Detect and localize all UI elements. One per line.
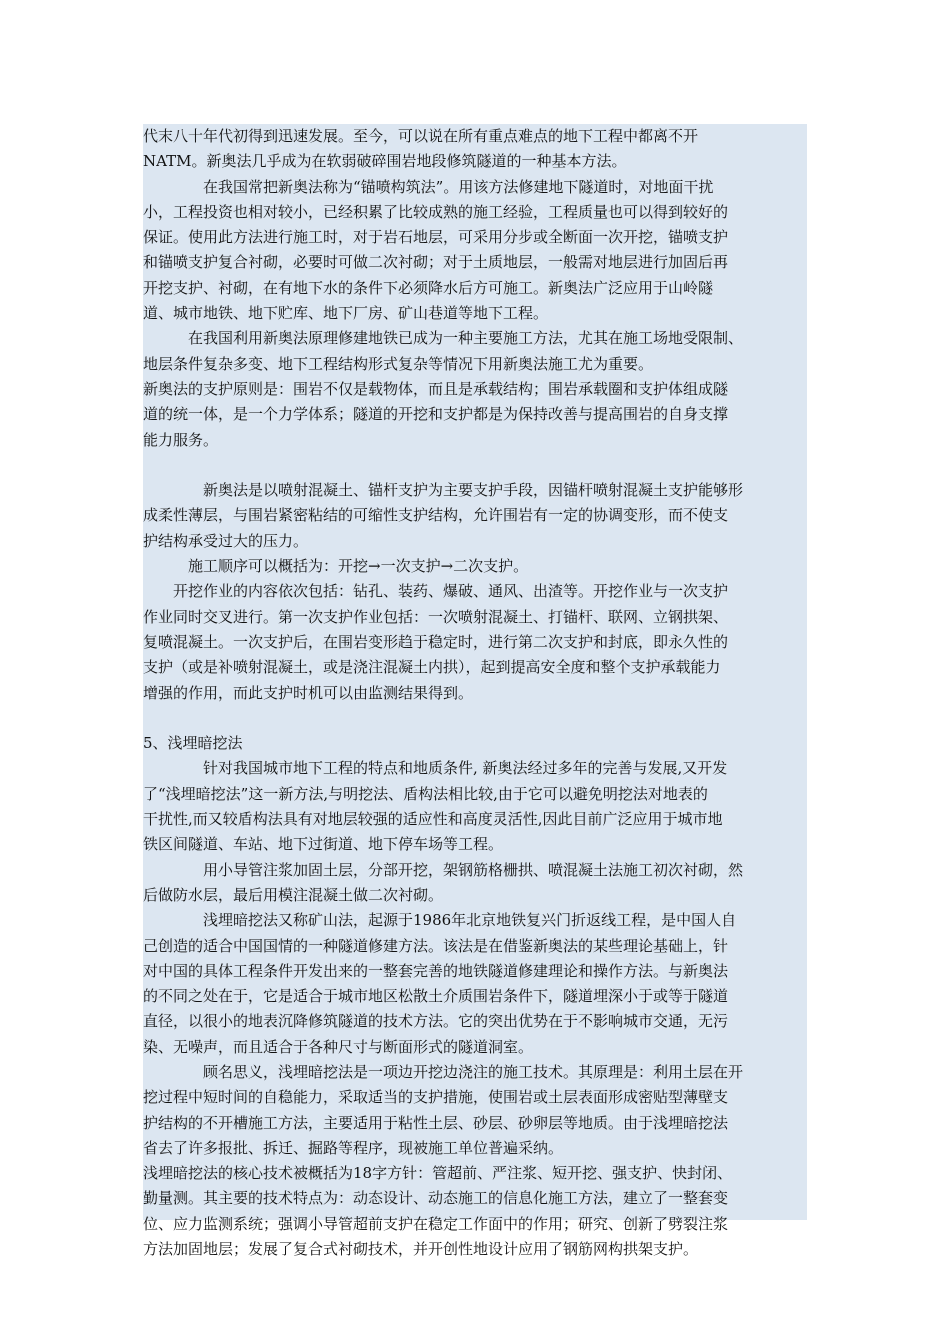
text-line: 成柔性薄层，与围岩紧密粘结的可缩性支护结构，允许围岩有一定的协调变形，而不使支 xyxy=(143,506,729,525)
paragraph-first-line: 开挖作业的内容依次包括：钻孔、装药、爆破、通风、出渣等。开挖作业与一次支护 xyxy=(173,582,729,601)
text-line: 省去了许多报批、拆迁、掘路等程序，现被施工单位普遍采纳。 xyxy=(143,1138,564,1157)
paragraph-first-line: 用小导管注浆加固土层，分部开挖，架钢筋格栅拱、喷混凝土法施工初次衬砌，然 xyxy=(203,860,744,879)
text-line: 挖过程中短时间的自稳能力，采取适当的支护措施，使围岩或土层表面形成密贴型薄壁支 xyxy=(143,1088,729,1107)
paragraph-gap xyxy=(143,706,807,731)
text-line: 作业同时交叉进行。第一次支护作业包括：一次喷射混凝土、打锚杆、联网、立钢拱架、 xyxy=(143,607,729,626)
text-line: 保证。使用此方法进行施工时，对于岩石地层，可采用分步或全断面一次开挖，锚喷支护 xyxy=(143,228,729,247)
text-line: 道、城市地铁、地下贮库、地下厂房、矿山巷道等地下工程。 xyxy=(143,304,549,323)
text-line: 地层条件复杂多变、地下工程结构形式复杂等情况下用新奥法施工尤为重要。 xyxy=(143,354,654,373)
text-line: 护结构承受过大的压力。 xyxy=(143,531,309,550)
section-heading: 5、浅埋暗挖法 xyxy=(143,734,243,753)
text-line: 干扰性,而又较盾构法具有对地层较强的适应性和高度灵活性,因此目前广泛应用于城市地 xyxy=(143,810,723,829)
text-line: 直径，以很小的地表沉降修筑隧道的技术方法。它的突出优势在于不影响城市交通，无污 xyxy=(143,1012,729,1031)
text-line: 增强的作用，而此支护时机可以由监测结果得到。 xyxy=(143,683,474,702)
paragraph-first-line: 针对我国城市地下工程的特点和地质条件, 新奥法经过多年的完善与发展,又开发 xyxy=(203,759,728,778)
text-line: 位、应力监测系统；强调小导管超前支护在稳定工作面中的作用；研究、创新了劈裂注浆 xyxy=(143,1214,729,1233)
text-line: 支护（或是补喷射混凝土，或是浇注混凝土内拱），起到提高安全度和整个支护承载能力 xyxy=(143,658,721,677)
paragraph-first-line: 顾名思义，浅埋暗挖法是一项边开挖边浇注的施工技术。其原理是：利用土层在开 xyxy=(203,1062,744,1081)
paragraph-first-line: 在我国利用新奥法原理修建地铁已成为一种主要施工方法，尤其在施工场地受限制、 xyxy=(188,329,744,348)
text-line: 和锚喷支护复合衬砌，必要时可做二次衬砌；对于土质地层，一般需对地层进行加固后再 xyxy=(143,253,729,272)
text-line: 对中国的具体工程条件开发出来的一整套完善的地铁隧道修建理论和操作方法。与新奥法 xyxy=(143,961,729,980)
text-line: 铁区间隧道、车站、地下过街道、地下停车场等工程。 xyxy=(143,835,504,854)
text-line: 染、无噪声，而且适合于各种尺寸与断面形式的隧道洞室。 xyxy=(143,1037,534,1056)
text-line: 能力服务。 xyxy=(143,430,219,449)
text-line: 己创造的适合中国国情的一种隧道修建方法。该法是在借鉴新奥法的某些理论基础上，针 xyxy=(143,936,729,955)
paragraph-gap xyxy=(143,453,807,478)
text-line: 方法加固地层；发展了复合式衬砌技术，并开创性地设计应用了钢筋网构拱架支护。 xyxy=(143,1240,699,1259)
document-body xyxy=(143,124,807,1259)
text-line: 后做防水层，最后用模注混凝土做二次衬砌。 xyxy=(143,885,444,904)
text-line: 代末八十年代初得到迅速发展。至今，可以说在所有重点难点的地下工程中都离不开 xyxy=(143,127,699,145)
text-line: 勤量测。其主要的技术特点为：动态设计、动态施工的信息化施工方法，建立了一整套变 xyxy=(143,1189,729,1208)
paragraph-first-line: 在我国常把新奥法称为“锚喷构筑法”。用该方法修建地下隧道时，对地面干扰 xyxy=(203,177,714,196)
paragraph-first-line: 施工顺序可以概括为：开挖→一次支护→二次支护。 xyxy=(188,557,529,576)
text-line: 的不同之处在于，它是适合于城市地区松散土介质围岩条件下，隧道埋深小于或等于隧道 xyxy=(143,987,729,1006)
text-line: 护结构的不开槽施工方法，主要适用于粘性土层、砂层、砂卵层等地质。由于浅埋暗挖法 xyxy=(143,1113,729,1132)
text-line: 道的统一体，是一个力学体系；隧道的开挖和支护都是为保持改善与提高围岩的自身支撑 xyxy=(143,405,729,424)
text-line: 了“浅埋暗挖法”这一新方法,与明挖法、盾构法相比较,由于它可以避免明挖法对地表的 xyxy=(143,784,708,803)
text-line: NATM。新奥法几乎成为在软弱破碎围岩地段修筑隧道的一种基本方法。 xyxy=(143,152,627,171)
paragraph-first-line: 新奥法是以喷射混凝土、锚杆支护为主要支护手段，因锚杆喷射混凝土支护能够形 xyxy=(203,481,744,500)
text-line: 开挖支护、衬砌，在有地下水的条件下必须降水后方可施工。新奥法广泛应用于山岭隧 xyxy=(143,278,714,297)
text-line: 复喷混凝土。一次支护后，在围岩变形趋于稳定时，进行第二次支护和封底，即永久性的 xyxy=(143,632,729,651)
paragraph-first-line: 浅埋暗挖法的核心技术被概括为18字方针：管超前、严注浆、短开挖、强支护、快封闭、 xyxy=(143,1164,733,1183)
paragraph-first-line: 浅埋暗挖法又称矿山法，起源于1986年北京地铁复兴门折返线工程，是中国人自 xyxy=(203,911,737,930)
paragraph-first-line: 新奥法的支护原则是：围岩不仅是载物体，而且是承载结构；围岩承载圈和支护体组成隧 xyxy=(143,379,729,398)
text-line: 小，工程投资也相对较小，已经积累了比较成熟的施工经验，工程质量也可以得到较好的 xyxy=(143,202,729,221)
